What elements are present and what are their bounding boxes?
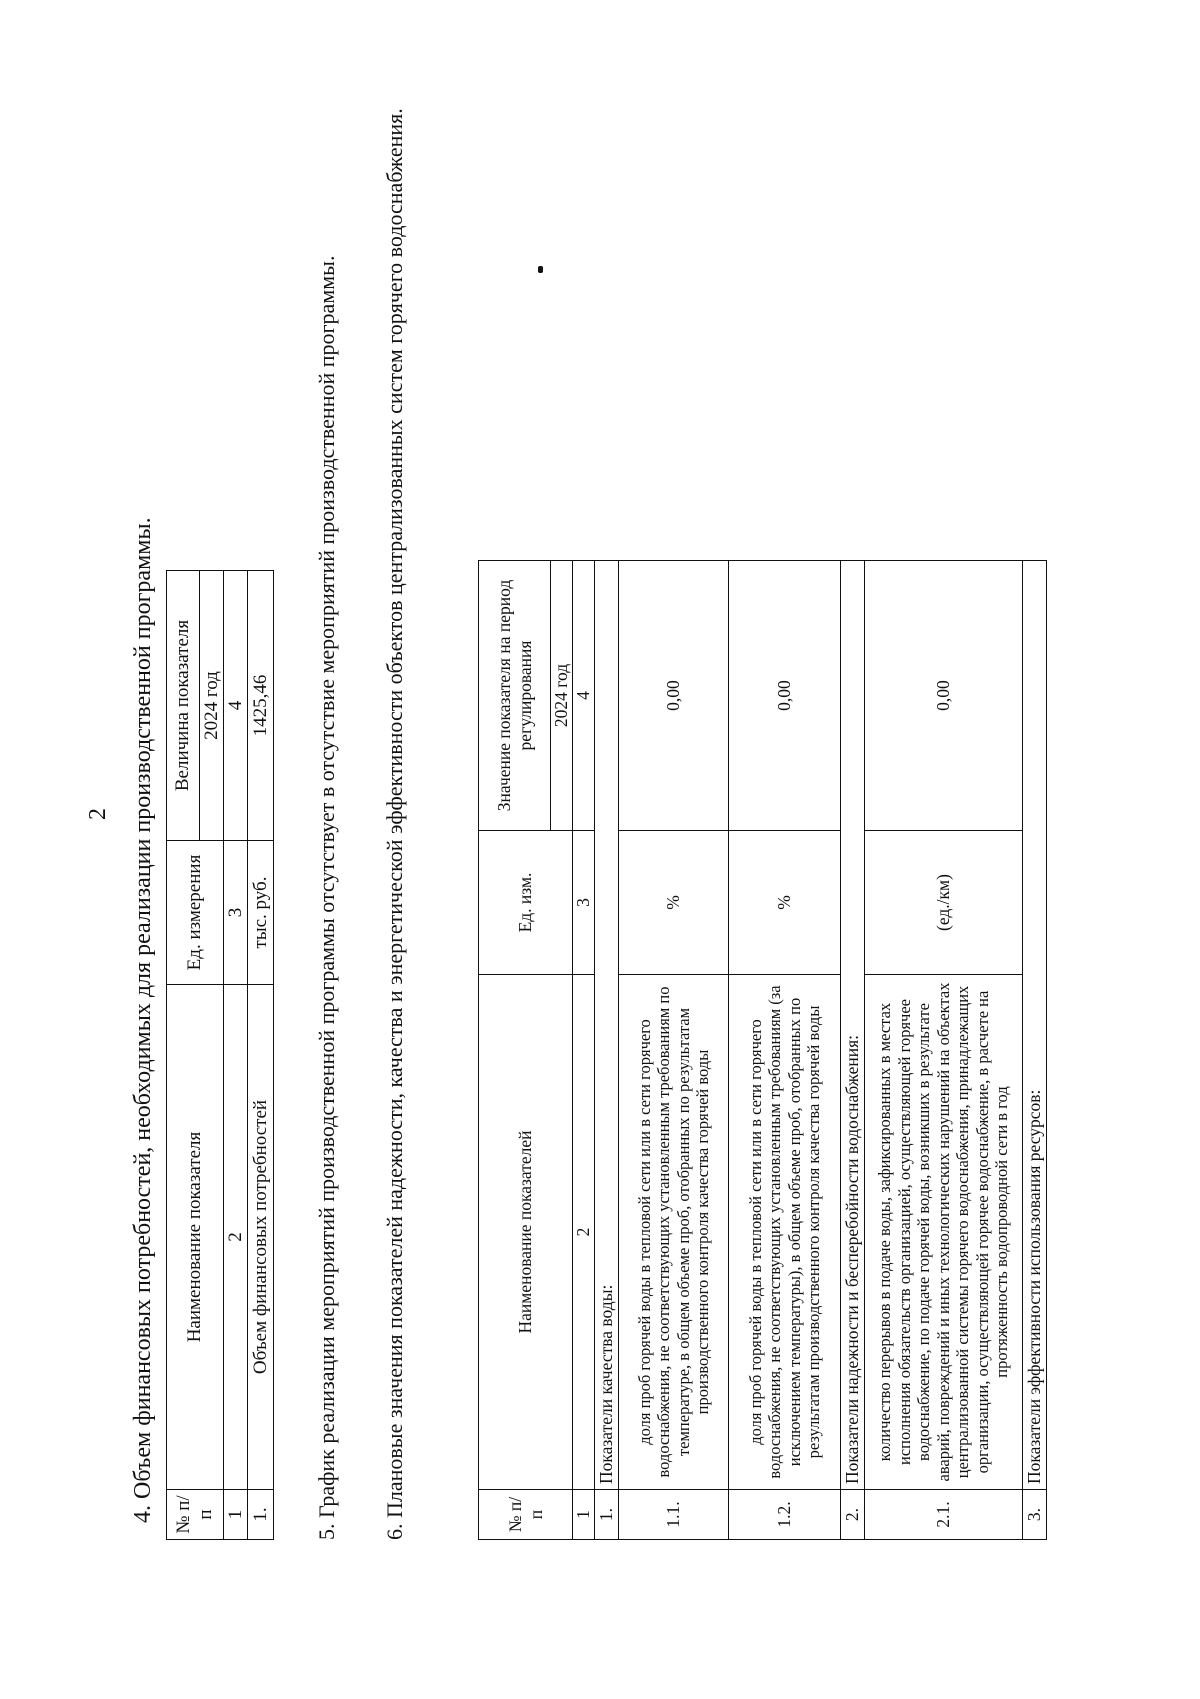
t1-colnum: 4 [224, 571, 248, 841]
table-row [248, 571, 274, 1540]
indicators-table [478, 560, 1047, 1540]
t2-row-value: 0,00 [865, 561, 1023, 831]
t2-row-value: 0,00 [729, 561, 841, 831]
table-row [729, 561, 841, 1540]
t2-header-unit: Ед. изм. [479, 831, 573, 975]
t2-row-name: количество перерывов в подаче воды, зафиксированных в местах исполнения обязательств организацией, осуществляющей горячее водоснабжение, по подаче горячей воды, возникших в результате аварий, повреждений и иных технологических нарушений на объектах централизованной системы горячего водоснабжения, принадлежащих организации, осуществляющей горячее водоснабжение, в расчете на протяженность водопроводной сети в год [865, 975, 1023, 1490]
section4-title: 4. Объем финансовых потребностей, необходимых для реализации производственной программы. [130, 517, 156, 1523]
rotated-page [80, 60, 1160, 1560]
t2-group-name: Показатели надежности и бесперебойности водоснабжения: [841, 561, 865, 1490]
t2-header-name: Наименование показателей [479, 975, 573, 1490]
t2-row-unit: (ед./км) [865, 831, 1023, 975]
t1-row-name: Объем финансовых потребностей [248, 985, 274, 1490]
t2-group-num: 3. [1023, 1490, 1047, 1540]
t2-group-num: 1. [595, 1490, 619, 1540]
table-row [865, 561, 1023, 1540]
t2-group-name: Показатели эффективности использования ресурсов: [1023, 561, 1047, 1490]
table-group-row [841, 561, 865, 1540]
t2-group-name: Показатели качества воды: [595, 561, 619, 1490]
t2-row-value: 0,00 [619, 561, 729, 831]
section6-text: 6. Плановые значения показателей надежности, качества и энергетической эффективности объектов централизованных систем горячего водоснабжения. [382, 108, 407, 1540]
t1-header-unit: Ед. измерения [167, 841, 224, 985]
t2-colnum: 2 [573, 975, 595, 1490]
t2-group-num: 2. [841, 1490, 865, 1540]
page-number: 2 [85, 808, 111, 820]
t2-header-value-group: Значение показателя на период регулирования [479, 561, 551, 831]
t2-row-num: 1.2. [729, 1490, 841, 1540]
t2-colnum: 4 [573, 561, 595, 831]
t1-row-num: 1. [248, 1490, 274, 1540]
t2-header-num: № п/п [479, 1490, 573, 1540]
t1-header-value-group: Величина показателя [167, 571, 200, 841]
t2-row-num: 2.1. [865, 1490, 1023, 1540]
t2-colnum: 1 [573, 1490, 595, 1540]
t1-row-value: 1425,46 [248, 571, 274, 841]
section5-text: 5. График реализации мероприятий производственной программы отсутствует в отсутствие мероприятий производственной программы. [314, 255, 339, 1540]
t1-colnum: 2 [224, 985, 248, 1490]
t2-row-name: доля проб горячей воды в тепловой сети или в сети горячего водоснабжения, не соответствующих установленным требованиям (за исключением температуры), в общем объеме проб, отобранных по результатам производственного контроля качества горячей воды [729, 975, 841, 1490]
table-group-row [1023, 561, 1047, 1540]
t1-header-year: 2024 год [200, 571, 224, 841]
t1-header-num: № п/п [167, 1490, 224, 1540]
t1-header-name: Наименование показателя [167, 985, 224, 1490]
t2-row-num: 1.1. [619, 1490, 729, 1540]
table-group-row [595, 561, 619, 1540]
t2-header-year: 2024 год [551, 561, 573, 831]
t2-col-numbers-row [573, 561, 595, 1540]
t1-col-numbers-row [224, 571, 248, 1540]
t1-colnum: 1 [224, 1490, 248, 1540]
t2-row-unit: % [619, 831, 729, 975]
t1-row-unit: тыс. руб. [248, 841, 274, 985]
t2-row-unit: % [729, 831, 841, 975]
table-row [619, 561, 729, 1540]
t2-colnum: 3 [573, 831, 595, 975]
financial-needs-table [166, 570, 274, 1540]
t1-colnum: 3 [224, 841, 248, 985]
t2-row-name: доля проб горячей воды в тепловой сети или в сети горячего водоснабжения, не соответствующих установленным требованиям по температуре, в общем объеме проб, отобранных по результатам производственного контроля качества горячей воды [619, 975, 729, 1490]
